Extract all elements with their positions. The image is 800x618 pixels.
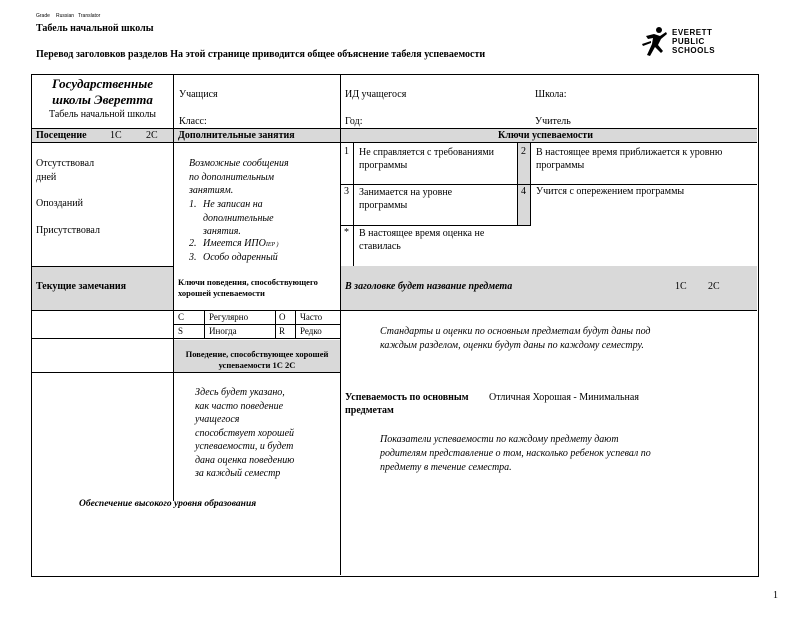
core-scale: Отличная Хорошая - Минимальная (489, 392, 639, 403)
services-intro-line2: по дополнительным (189, 171, 275, 183)
key3-text (359, 186, 452, 212)
key5-num: * (344, 227, 349, 238)
bkey-c-code: С (178, 312, 185, 322)
standards-note (380, 325, 651, 353)
core-title-line2: предметам (345, 405, 394, 416)
bkey-r-label: Редко (300, 326, 322, 336)
topnav-grade[interactable]: Grade (36, 13, 50, 19)
services-item1 (189, 198, 274, 239)
attendance-header: Посещение (36, 130, 87, 141)
topnav-russian[interactable]: Russian (56, 13, 75, 19)
services-item1-line1: Не записан на (203, 199, 263, 210)
key5-line1: В настоящее время оценка не (359, 228, 485, 239)
key3-line1: Занимается на уровне (359, 187, 453, 198)
core-desc-line1: Показатели успеваемости по каждому предмету дают (380, 434, 619, 445)
subject-sem1: 1С (675, 281, 687, 292)
services-intro-line3: занятиям. (189, 185, 234, 196)
school-name (32, 76, 173, 108)
services-item1-num: 1. (189, 199, 197, 210)
behavior-desc-line4: способствует хорошей (195, 427, 295, 439)
subject-sem2: 2С (708, 281, 720, 292)
key2-line1: В настоящее время приближается к уровню (536, 147, 723, 158)
logo-line3: SCHOOLS (672, 46, 716, 55)
key2-text (536, 146, 722, 172)
everett-logo (640, 26, 740, 60)
school-name-line1: Государственные (51, 76, 154, 91)
services-item3 (189, 252, 278, 263)
behavior-keys-header (178, 277, 318, 299)
key3-line2: программы (359, 200, 408, 211)
behavior-desc-line3: учащегося (195, 414, 240, 425)
student-label: Учащися (179, 89, 218, 100)
absent-line2: дней (36, 172, 57, 183)
key4-num: 4 (521, 186, 526, 197)
services-item1-text (203, 198, 274, 239)
key5-text (359, 227, 484, 253)
behavior-description (195, 386, 294, 481)
page-number: 1 (773, 590, 778, 601)
student-id-label: ИД учащегося (345, 89, 407, 100)
behavior-header (174, 349, 340, 371)
core-title-line1: Успеваемость по основным (345, 392, 469, 403)
services-item3-num: 3. (189, 252, 197, 263)
attendance-sem1: 1С (110, 130, 122, 141)
core-description (380, 433, 651, 475)
services-item2-small: IEP ) (265, 242, 279, 248)
standards-note-line2: каждым разделом, оценки будут даны по каждому семестру. (380, 340, 644, 351)
doc-title: Табель начальной школы (36, 23, 154, 34)
logo-line1: EVERETT (672, 28, 713, 37)
standards-note-line1: Стандарты и оценки по основным предметам будут даны под (380, 326, 651, 337)
behavior-desc-line2: как часто поведение (195, 400, 284, 412)
bkey-r-code: R (279, 326, 286, 336)
behavior-header-line2: успеваемости 1С 2С (218, 360, 296, 370)
tardy-label: Опозданий (36, 198, 83, 209)
services-item1-line3: занятия. (203, 226, 241, 237)
bkey-s-code: S (178, 326, 184, 336)
year-label: Год: (345, 116, 363, 127)
absent-line1: Отсутствовал (36, 158, 95, 169)
behavior-desc-line7: за каждый семестр (195, 468, 281, 479)
behavior-desc-line6: дана оценка поведению (195, 454, 295, 466)
attendance-sem2: 2С (146, 130, 158, 141)
services-item2 (189, 238, 279, 249)
present-label: Присутствовал (36, 225, 100, 236)
school-name-line2: школы Эверетта (52, 92, 153, 107)
keys-header: Ключи успеваемости (498, 130, 593, 141)
bkey-o-code: О (279, 312, 286, 322)
teacher-label: Учитель (535, 116, 571, 127)
subject-header: В заголовке будет название предмета (345, 281, 513, 292)
doc-subtitle: Перевод заголовков разделов На этой странице приводится общее объяснение табеля успеваемости (36, 49, 486, 60)
behavior-desc-line1: Здесь будет указано, (195, 387, 285, 398)
core-desc-line3: предмету в течение семестра. (380, 462, 512, 473)
grade-label: Класс: (179, 116, 207, 127)
behavior-keys-header-line1: Ключи поведения, способствующего (178, 277, 318, 287)
key1-text (359, 146, 494, 172)
absent-label (36, 157, 94, 185)
services-intro-line1: Возможные сообщения (189, 158, 289, 169)
key1-num: 1 (344, 146, 349, 157)
behavior-desc-line5: успеваемости, и будет (195, 441, 294, 452)
card-name: Табель начальной школы (48, 109, 157, 120)
bkey-c-label: Регулярно (209, 312, 249, 322)
logo-line2: PUBLIC (672, 37, 705, 46)
key5-line2: ставилась (359, 241, 401, 252)
key1-line2: программы (359, 160, 408, 171)
bkey-s-label: Иногда (209, 326, 237, 336)
services-item2-num: 2. (189, 238, 197, 249)
comments-header: Текущие замечания (36, 281, 127, 292)
services-item1-line2: дополнительные (203, 212, 274, 224)
school-label: Школа: (535, 89, 567, 100)
behavior-header-line1: Поведение, способствующее хорошей (185, 349, 329, 359)
services-intro (189, 157, 289, 198)
key4-text: Учится с опережением программы (536, 186, 685, 197)
bkey-o-label: Часто (300, 312, 323, 322)
runner-icon (640, 26, 670, 58)
services-header: Дополнительные занятия (178, 130, 295, 141)
key1-line1: Не справляется с требованиями (359, 147, 495, 158)
core-desc-line2: родителям представление о том, насколько ребенок успевал по (380, 448, 651, 459)
key2-line2: программы (536, 160, 585, 171)
services-item3-text: Особо одаренный (203, 252, 278, 263)
services-item2-text: Имеется ИПО (203, 238, 266, 249)
behavior-keys-header-line2: хорошей успеваемости (178, 288, 265, 298)
key2-num: 2 (521, 146, 526, 157)
key3-num: 3 (344, 186, 349, 197)
topnav-translator[interactable]: Translator (78, 13, 101, 19)
motto: Обеспечение высокого уровня образования (79, 499, 257, 509)
